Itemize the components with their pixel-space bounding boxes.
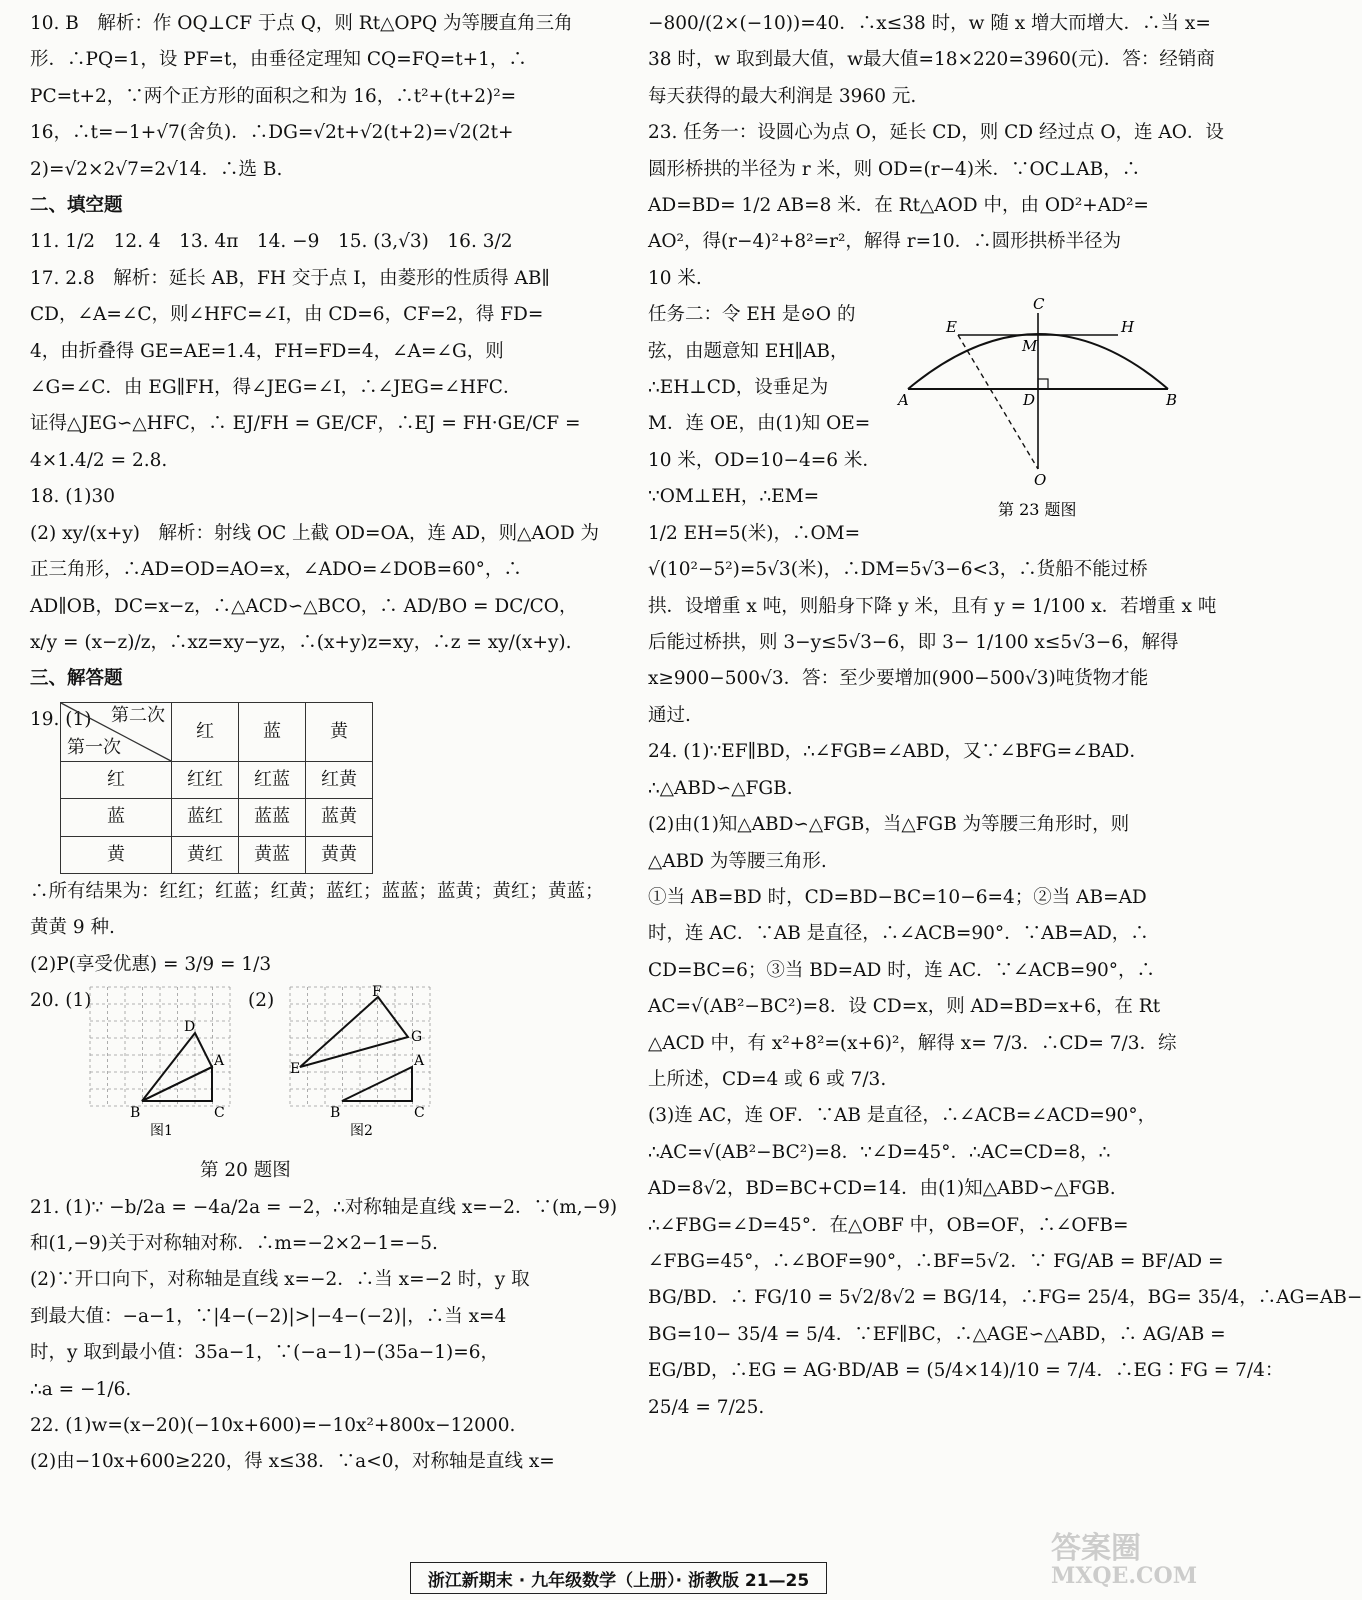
q19-line: (2)P(享受优惠) = 3/9 = 1/3 <box>30 953 272 975</box>
q20-fig1-label: 图1 <box>150 1123 173 1140</box>
q19-cell: 蓝黄 <box>306 799 373 836</box>
svg-text:B: B <box>1166 391 1178 410</box>
q22-continued <box>648 6 1215 115</box>
q19-col-head: 蓝 <box>239 702 306 761</box>
q23-task2-text <box>648 297 881 552</box>
q22-line: 38 时，w 取到最大值，w最大值=18×220=3960(元)．答：经销商 <box>648 49 1215 71</box>
q23-end <box>648 552 1217 734</box>
q24-line: △ABD 为等腰三角形. <box>648 850 827 872</box>
q19-line: 黄黄 9 种. <box>30 917 115 939</box>
q20-figure <box>30 983 590 1153</box>
right-angle-mark <box>1038 379 1048 389</box>
q24-line: (2)由(1)知△ABD∽△FGB，当△FGB 为等腰三角形时，则 <box>648 814 1130 836</box>
q17-line: 证得△JEG∽△HFC，∴ EJ/FH = GE/CF，∴EJ = FH·GE/CF = <box>30 413 581 435</box>
q23-bridge-diagram <box>898 295 1188 549</box>
grid-1 <box>90 987 230 1106</box>
q17-line: 4×1.4/2 = 2.8. <box>30 449 168 471</box>
q19-cell: 蓝红 <box>172 799 239 836</box>
q19-col-head: 黄 <box>306 702 373 761</box>
q19-label: 19. (1) <box>30 708 92 730</box>
svg-text:O: O <box>1034 471 1047 490</box>
q24-line: ∴△ABD∽△FGB. <box>648 777 793 799</box>
section-fill-blank-heading: 二、填空题 <box>30 195 123 217</box>
grid-2 <box>290 984 430 1139</box>
q18-line: (2) xy/(x+y) 解析：射线 OC 上截 OD=OA，连 AD，则△AOD 为 <box>30 522 600 544</box>
q24-line: 时，连 AC．∵AB 是直径，∴∠ACB=90°．∵AB=AD，∴ <box>648 923 1149 945</box>
q23-line: 后能过桥拱，则 3−y≤5√3−6，即 3− 1/100 x≤5√3−6，解得 <box>648 632 1179 654</box>
q23-line: √(10²−5²)=5√3(米)，∴DM=5√3−6<3，∴货船不能过桥 <box>648 559 1148 581</box>
right-column <box>648 6 1362 1426</box>
q18-line: x/y = (x−z)/z，∴xz=xy−yz，∴(x+y)z=xy，∴z = xy/(x+y). <box>30 631 572 653</box>
q21-line: 和(1,−9)关于对称轴对称．∴m=−2×2−1=−5. <box>30 1232 438 1254</box>
q24-line: 上所述，CD=4 或 6 或 7/3. <box>648 1068 887 1090</box>
svg-text:D: D <box>1023 391 1036 410</box>
q18-line: AD∥OB，DC=x−z，∴△ACD∽△BCO，∴ AD/BO = DC/CO， <box>30 595 578 617</box>
q23-t2-line: 1/2 EH=5(米)，∴OM= <box>648 522 861 544</box>
q24-line: 25/4 = 7/25. <box>648 1396 765 1418</box>
q21-line: 到最大值：−a−1，∵|4−(−2)|>|−4−(−2)|，∴当 x=4 <box>30 1305 507 1327</box>
q17-block <box>30 261 590 479</box>
q17-line: 17. 2.8 解析：延长 AB，FH 交于点 I，由菱形的性质得 AB∥ <box>30 267 550 289</box>
q23-t2-line: 10 米，OD=10−4=6 米． <box>648 449 881 471</box>
q20-grid-diagram <box>90 984 490 1140</box>
q24-line: BG/BD．∴ FG/10 = 5√2/8√2 = BG/14，∴FG= 25/4，BG= 35/4，∴AG=AB− <box>648 1287 1362 1309</box>
q21-block <box>30 1190 618 1408</box>
q23-caption: 第 23 题图 <box>998 500 1077 520</box>
q10-line: 10. B 解析：作 OQ⊥CF 于点 Q，则 Rt△OPQ 为等腰直角三角 <box>30 13 573 34</box>
q23-t2-line: 任务二：令 EH 是⊙O 的 <box>648 304 856 326</box>
q23-line: AD=BD= 1/2 AB=8 米．在 Rt△AOD 中，由 OD²+AD²= <box>648 195 1149 217</box>
q17-line: ∠G=∠C．由 EG∥FH，得∠JEG=∠I，∴∠JEG=∠HFC． <box>30 377 522 399</box>
q18-line: 正三角形，∴AD=OD=AO=x，∠ADO=∠DOB=60°，∴ <box>30 559 522 581</box>
svg-text:A: A <box>414 1053 425 1070</box>
svg-text:MXQE.COM: MXQE.COM <box>1051 1563 1198 1589</box>
q19-table <box>60 702 373 874</box>
q23-line: 通过. <box>648 704 691 726</box>
q24-line: ∴AC=√(AB²−BC²)=8．∵∠D=45°．∴AC=CD=8，∴ <box>648 1141 1111 1163</box>
svg-text:B: B <box>130 1105 141 1122</box>
q10-line: 16，∴t=−1+√7(舍负)．∴DG=√2t+√2(t+2)=√2(2t+ <box>30 122 514 144</box>
q19-cell: 黄蓝 <box>239 836 306 873</box>
q19-cell: 蓝蓝 <box>239 799 306 836</box>
q19-row-head: 蓝 <box>61 799 172 836</box>
q19-row-head: 黄 <box>61 836 172 873</box>
svg-text:C: C <box>214 1105 225 1122</box>
svg-text:M: M <box>1022 337 1038 356</box>
q21-line: 21. (1)∵ −b/2a = −4a/2a = −2，∴对称轴是直线 x=−2．∵(m,−9) <box>30 1196 618 1218</box>
q19-row-head: 红 <box>61 761 172 798</box>
q23-t2-line: M．连 OE，由(1)知 OE= <box>648 413 871 435</box>
q24-line: (3)连 AC，连 OF．∵AB 是直径，∴∠ACB=∠ACD=90°， <box>648 1105 1157 1127</box>
q23-t2-line: ∴EH⊥CD，设垂足为 <box>648 377 829 399</box>
q23-line: 23. 任务一：设圆心为点 O，延长 CD，则 CD 经过点 O，连 AO．设 <box>648 122 1224 144</box>
q20-caption: 第 20 题图 <box>200 1160 291 1182</box>
q19-cell: 黄黄 <box>306 836 373 873</box>
svg-text:F: F <box>372 984 382 1001</box>
q23-t2-line: ∵OM⊥EH，∴EM= <box>648 486 820 508</box>
watermark-logo <box>1041 1528 1211 1592</box>
q22-block <box>30 1408 590 1481</box>
q21-line: 时，y 取到最小值：35a−1，∵(−a−1)−(35a−1)=6， <box>30 1342 499 1364</box>
q17-line: CD，∠A=∠C，则∠HFC=∠I，由 CD=6，CF=2，得 FD= <box>30 304 544 326</box>
left-column <box>30 6 618 1481</box>
q10-line: PC=t+2，∵两个正方形的面积之和为 16，∴t²+(t+2)²= <box>30 85 517 107</box>
q10-line: 形．∴PQ=1，设 PF=t，由垂径定理知 CQ=FQ=t+1，∴ <box>30 49 527 71</box>
section-answer-heading: 三、解答题 <box>30 668 123 690</box>
q19-head-row: 第二次 <box>111 704 165 726</box>
q23-line: 拱．设增重 x 吨，则船身下降 y 米，且有 y = 1/100 x．若增重 x 吨 <box>648 595 1217 617</box>
q24-line: △ACD 中，有 x²+8²=(x+6)²，解得 x= 7/3．∴CD= 7/3．综 <box>648 1032 1177 1054</box>
q22-line: 22. (1)w=(x−20)(−10x+600)=−10x²+800x−12000. <box>30 1415 516 1436</box>
svg-text:A: A <box>898 391 909 410</box>
q20-label: 20. (1) <box>30 990 92 1012</box>
q23-line: x≥900−500√3．答：至少要增加(900−500√3)吨货物才能 <box>648 668 1149 690</box>
svg-text:E: E <box>290 1061 301 1078</box>
svg-text:B: B <box>330 1105 341 1122</box>
svg-text:C: C <box>414 1105 425 1122</box>
q24-line: ∠FBG=45°，∴∠BOF=90°，∴BF=5√2．∵ FG/AB = BF/AD = <box>648 1250 1224 1272</box>
q24-line: AD=8√2，BD=BC+CD=14．由(1)知△ABD∽△FGB. <box>648 1178 1116 1200</box>
q18-block <box>30 479 600 661</box>
q23-task2 <box>648 297 1193 552</box>
q20-fig2-label: 图2 <box>350 1123 373 1140</box>
svg-text:A: A <box>214 1053 225 1070</box>
q24-line: 24. (1)∵EF∥BD，∴∠FGB=∠ABD，又∵∠BFG=∠BAD． <box>648 741 1148 763</box>
q24-line: AC=√(AB²−BC²)=8．设 CD=x，则 AD=BD=x+6，在 Rt <box>648 996 1161 1018</box>
q11-16-answers: 11. 1/2 12. 4 13. 4π 14. −9 15. (3,√3) 16. 3/2 <box>30 231 513 253</box>
q19-cell: 红黄 <box>306 761 373 798</box>
svg-text:D: D <box>184 1019 196 1036</box>
q23-t2-line: 弦，由题意知 EH∥AB， <box>648 340 849 362</box>
svg-text:H: H <box>1121 318 1135 337</box>
q22-line: 每天获得的最大利润是 3960 元. <box>648 85 917 107</box>
q23-line: AO²，得(r−4)²+8²=r²，解得 r=10．∴圆形拱桥半径为 <box>648 231 1122 253</box>
svg-text:C: C <box>1033 295 1045 314</box>
svg-text:E: E <box>946 318 957 337</box>
q22-line: −800/(2×(−10))=40．∴x≤38 时，w 随 x 增大而增大．∴当 x= <box>648 13 1211 34</box>
q24-line: ∴∠FBG=∠D=45°．在△OBF 中，OB=OF，∴∠OFB= <box>648 1214 1129 1236</box>
triangle-dba <box>142 1033 212 1101</box>
q24-line: BG=10− 35/4 = 5/4．∵EF∥BC，∴△AGE∽△ABD，∴ AG/AB = <box>648 1323 1226 1345</box>
q21-line: ∴a = −1/6. <box>30 1378 132 1400</box>
q19-head-col: 第一次 <box>67 736 121 758</box>
q10-line: 2)=√2×2√7=2√14．∴选 B. <box>30 158 283 180</box>
triangle-efg <box>300 997 408 1067</box>
q23-line: 圆形桥拱的半径为 r 米，则 OD=(r−4)米．∵OC⊥AB，∴ <box>648 158 1141 180</box>
q17-line: 4，由折叠得 GE=AE=1.4，FH=FD=4，∠A=∠G，则 <box>30 340 504 362</box>
q18-line: 18. (1)30 <box>30 486 116 508</box>
q19-cell: 黄红 <box>172 836 239 873</box>
q19-cell: 红蓝 <box>239 761 306 798</box>
svg-text:G: G <box>411 1029 423 1046</box>
q24-line: CD=BC=6；③当 BD=AD 时，连 AC．∵∠ACB=90°，∴ <box>648 959 1156 981</box>
svg-text:答案圈: 答案圈 <box>1051 1531 1141 1566</box>
q22-line: (2)由−10x+600≥220，得 x≤38．∵a<0，对称轴是直线 x= <box>30 1451 555 1473</box>
q23-block <box>648 115 1224 297</box>
q24-line: EG/BD，∴EG = AG·BD/AB = (5/4×14)/10 = 7/4．∴EG∶FG = 7/4： <box>648 1360 1284 1382</box>
q20-label: (2) <box>248 990 275 1012</box>
footer-bar: 浙江新期末 · 九年级数学（上册）· 浙教版 21—25 <box>410 1562 827 1594</box>
q21-line: (2)∵开口向下，对称轴是直线 x=−2．∴当 x=−2 时，y 取 <box>30 1269 530 1291</box>
q24-block <box>648 734 1362 1426</box>
q19-line: ∴所有结果为：红红；红蓝；红黄；蓝红；蓝蓝；蓝黄；黄红；黄蓝； <box>30 880 604 902</box>
q19-col-head: 红 <box>172 702 239 761</box>
q19-table-corner <box>61 702 172 761</box>
q10-block <box>30 6 590 188</box>
q19-block <box>30 702 590 874</box>
q19-cell: 红红 <box>172 761 239 798</box>
q23-line: 10 米. <box>648 267 702 289</box>
q24-line: ①当 AB=BD 时，CD=BD−BC=10−6=4；②当 AB=AD <box>648 886 1147 908</box>
